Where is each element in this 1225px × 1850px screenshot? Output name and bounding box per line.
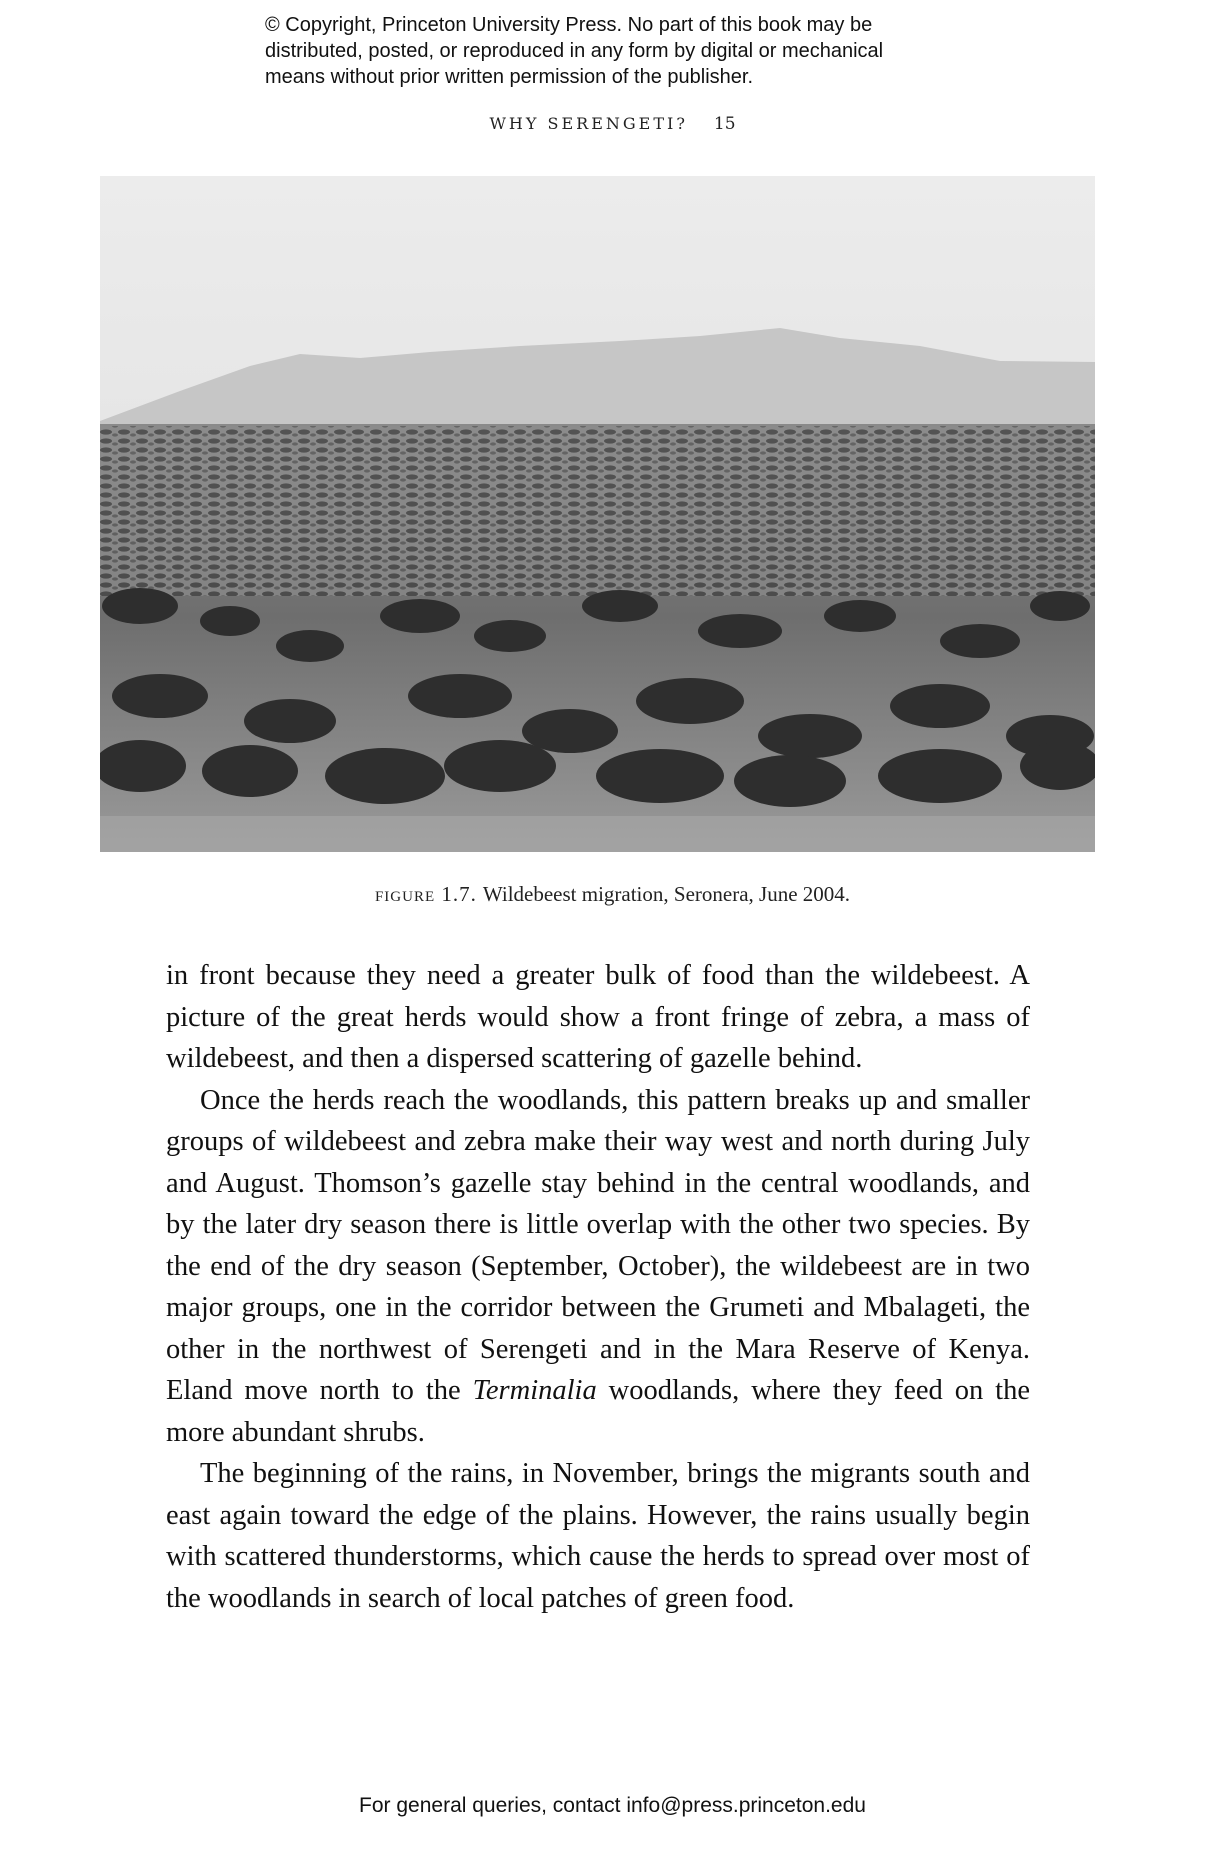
paragraph-2-part-b: woodlands, where they feed on the more abundant shrubs. — [166, 1375, 1030, 1448]
figure-caption — [0, 882, 1225, 907]
figure-caption-text: Wildebeest migration, Seronera, June 2004. — [482, 882, 851, 906]
photo-illustration — [100, 176, 1095, 852]
paragraph-3: The beginning of the rains, in November, brings the migrants south and east again toward the edge of the plains. However, the rains usually begin with scattered thunderstorms, which cause the herds to spread over most of the woodlands in search of local patches of green food. — [166, 1458, 1030, 1614]
figure-label: figure 1.7. — [374, 882, 477, 906]
body-text — [166, 955, 1030, 1619]
footer-contact: For general queries, contact info@press.princeton.edu — [359, 1794, 866, 1817]
copyright-line-3: means without prior written permission of the publisher. — [265, 66, 754, 88]
paragraph-2 — [166, 1080, 1030, 1454]
copyright-line-1: © Copyright, Princeton University Press. No part of this book may be — [265, 14, 873, 36]
wildebeest-photo — [100, 176, 1095, 852]
photo-distant-herd — [100, 426, 1095, 596]
running-head-title: WHY SERENGETI? — [489, 114, 688, 133]
paragraph-2-part-a: Once the herds reach the woodlands, this pattern breaks up and smaller groups of wildebeest and zebra make their way west and north during July and August. Thomson’s gazelle stay behind in the central woodlands, and by the later dry season there is little overlap with the other two species. By the end of the dry season (September, October), the wildebeest are in two major groups, one in the corridor between the Grumeti and Mbalageti, the other in the northwest of Serengeti and in the Mara Reserve of Kenya. Eland move north to the — [166, 1084, 1030, 1406]
paragraph-2-italic: Terminalia — [472, 1375, 597, 1406]
page-number: 15 — [713, 114, 736, 134]
copyright-line-2: distributed, posted, or reproduced in any form by digital or mechanical — [265, 40, 884, 62]
copyright-notice — [265, 12, 985, 90]
running-head — [0, 114, 1225, 134]
photo-grass — [100, 816, 1095, 852]
paragraph-1: in front because they need a greater bulk of food than the wildebeest. A picture of the great herds would show a front fringe of zebra, a mass of wildebeest, and then a dispersed scattering of gazelle behind. — [166, 960, 1030, 1074]
